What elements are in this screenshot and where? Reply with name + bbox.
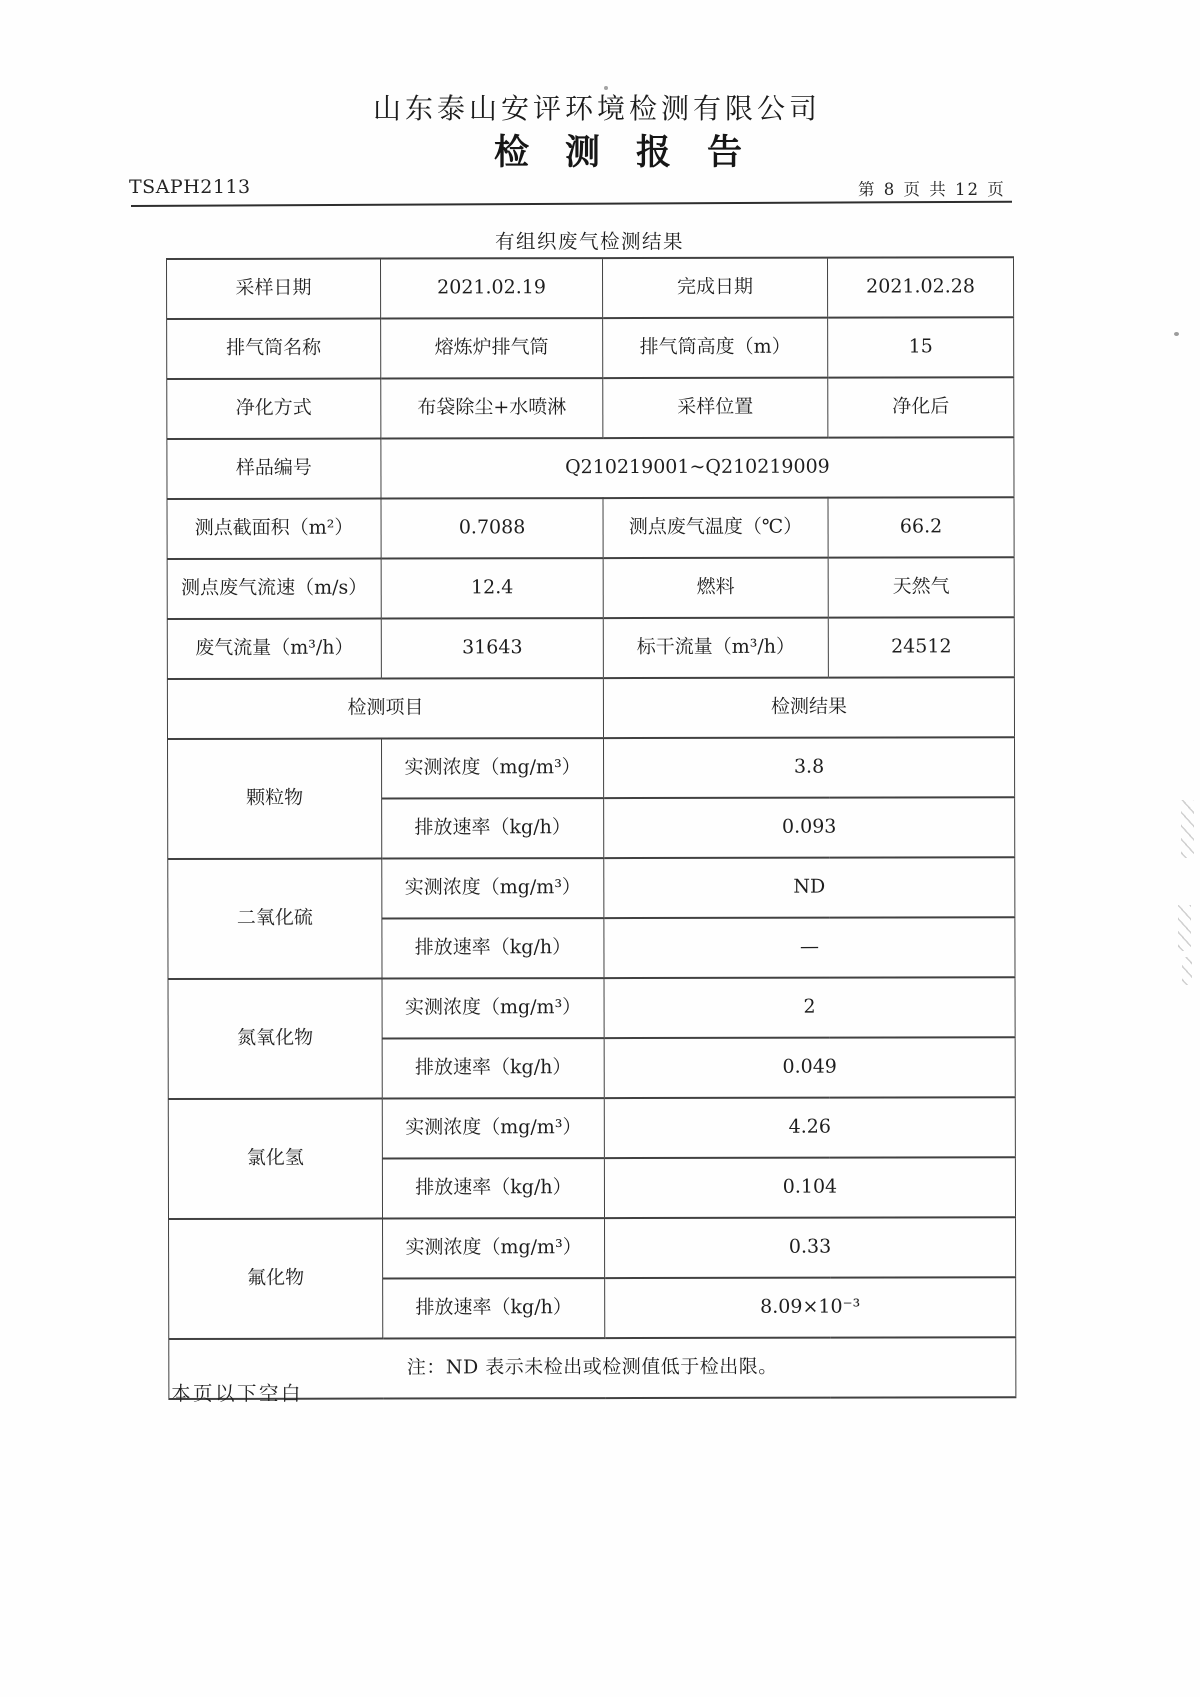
table-row <box>167 317 1014 379</box>
field-label-cell: 采样位置 <box>603 378 828 438</box>
pollutant-name-cell: 氯化氢 <box>168 1099 382 1219</box>
field-value-cell: 0.7088 <box>381 498 603 558</box>
table-row <box>168 857 1015 919</box>
parameter-cell: 实测浓度（mg/m³） <box>382 1098 604 1158</box>
field-value-cell: 66.2 <box>828 497 1014 557</box>
section-header-cell: 检测结果 <box>603 677 1014 738</box>
table-row <box>168 1097 1015 1159</box>
pollutant-name-cell: 二氧化硫 <box>168 859 382 979</box>
section-header-row <box>167 677 1014 739</box>
field-label-cell: 测点截面积（m²） <box>167 499 381 559</box>
result-cell: 2 <box>604 977 1015 1038</box>
result-cell: ND <box>604 857 1015 918</box>
field-label-cell: 标干流量（m³/h） <box>603 618 828 678</box>
scan-artifact <box>1181 800 1194 858</box>
company-name: 山东泰山安评环境检测有限公司 <box>372 92 821 125</box>
pollutant-name-cell: 氮氧化物 <box>168 979 382 1099</box>
parameter-cell: 实测浓度（mg/m³） <box>382 738 604 798</box>
result-cell: 4.26 <box>604 1097 1015 1158</box>
result-cell: 0.33 <box>605 1217 1016 1278</box>
field-label-cell: 测点废气温度（℃） <box>603 498 828 558</box>
field-label-cell: 测点废气流速（m/s） <box>167 559 381 619</box>
field-value-cell: 15 <box>828 317 1014 377</box>
scan-artifact <box>1178 905 1191 951</box>
field-value-cell: 2021.02.19 <box>381 258 603 318</box>
note-cell: 注：ND 表示未检出或检测值低于检出限。 <box>169 1337 1016 1399</box>
result-cell: 0.093 <box>604 797 1015 858</box>
field-label-cell: 燃料 <box>603 558 828 618</box>
parameter-cell: 实测浓度（mg/m³） <box>382 858 604 918</box>
parameter-cell: 排放速率（kg/h） <box>382 798 604 858</box>
parameter-cell: 实测浓度（mg/m³） <box>382 978 604 1038</box>
section-header-cell: 检测项目 <box>167 678 603 739</box>
field-value-cell: 31643 <box>381 618 603 678</box>
parameter-cell: 排放速率（kg/h） <box>383 1278 605 1338</box>
table-row <box>167 617 1014 679</box>
table-row <box>169 1217 1016 1279</box>
field-value-cell: 熔炼炉排气筒 <box>381 318 603 378</box>
field-label-cell: 废气流量（m³/h） <box>167 619 381 679</box>
result-cell: 8.09×10⁻³ <box>605 1277 1016 1338</box>
table-title: 有组织废气检测结果 <box>494 230 684 253</box>
field-label-cell: 排气筒名称 <box>167 319 381 379</box>
table-row <box>167 257 1014 319</box>
scan-artifact <box>1182 957 1192 985</box>
field-value-cell: 布袋除尘+水喷淋 <box>381 378 603 438</box>
result-cell: — <box>604 917 1015 978</box>
field-value-cell: 24512 <box>828 617 1014 677</box>
parameter-cell: 实测浓度（mg/m³） <box>383 1218 605 1278</box>
result-cell: 3.8 <box>604 737 1015 798</box>
field-label-cell: 净化方式 <box>167 379 381 439</box>
results-table <box>166 256 1016 1400</box>
table-row <box>167 377 1014 439</box>
report-title: 检测报告 <box>493 132 778 173</box>
report-number: TSAPH2113 <box>129 176 251 198</box>
field-value-cell: 天然气 <box>828 557 1014 617</box>
field-value-cell: 2021.02.28 <box>828 257 1014 317</box>
scan-artifact <box>604 86 608 90</box>
field-value-cell: 12.4 <box>381 558 603 618</box>
table-row <box>168 977 1015 1039</box>
field-value-cell: Q210219001~Q210219009 <box>381 437 1014 498</box>
pollutant-name-cell: 氟化物 <box>169 1219 383 1339</box>
parameter-cell: 排放速率（kg/h） <box>382 918 604 978</box>
result-cell: 0.104 <box>604 1157 1015 1218</box>
table-row <box>167 557 1014 619</box>
pollutant-name-cell: 颗粒物 <box>168 739 382 859</box>
parameter-cell: 排放速率（kg/h） <box>382 1038 604 1098</box>
header-rule <box>131 201 1012 207</box>
parameter-cell: 排放速率（kg/h） <box>382 1158 604 1218</box>
page-indicator: 第 8 页 共 12 页 <box>858 180 1006 199</box>
table-row <box>167 497 1014 559</box>
table-row <box>167 437 1014 499</box>
field-label-cell: 样品编号 <box>167 439 381 499</box>
result-cell: 0.049 <box>604 1037 1015 1098</box>
scan-artifact <box>1174 332 1179 336</box>
field-label-cell: 排气筒高度（m） <box>603 318 828 378</box>
field-label-cell: 完成日期 <box>603 258 828 318</box>
table-row <box>168 737 1015 799</box>
field-value-cell: 净化后 <box>828 377 1014 437</box>
field-label-cell: 采样日期 <box>167 259 381 319</box>
blank-page-note: 本页以下空白 <box>171 1382 304 1405</box>
